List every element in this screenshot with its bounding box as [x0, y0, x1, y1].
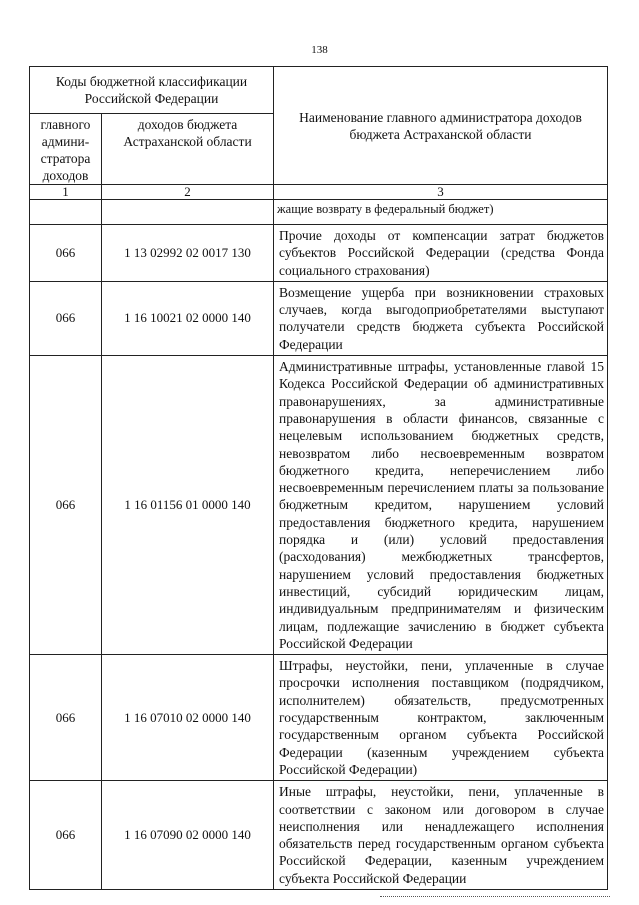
admin-code: 066: [30, 781, 102, 890]
revenue-code: 1 13 02992 02 0017 130: [102, 225, 274, 282]
revenue-name: Возмещение ущерба при возникновении страховых случаев, когда выгодоприобретателями выступают получатели средств бюджета субъекта Российской Федерации: [274, 281, 608, 355]
column-number: 3: [274, 185, 608, 200]
revenue-name: Прочие доходы от компенсации затрат бюджетов субъектов Российской Федерации (средства Фонда социального страхования): [274, 225, 608, 282]
revenue-code: 1 16 07090 02 0000 140: [102, 781, 274, 890]
continuation-text: жащие возврату в федеральный бюджет): [274, 200, 608, 225]
continuation-row: [30, 200, 608, 225]
budget-classification-table: [29, 66, 608, 890]
table-row: [30, 281, 608, 355]
revenue-code-header: доходов бюджета Астраханской области: [102, 114, 274, 185]
admin-code: 066: [30, 655, 102, 781]
table-row: [30, 225, 608, 282]
revenue-name: Штрафы, неустойки, пени, уплаченные в случае просрочки исполнения поставщиком (подрядчиком, исполнителем) обязательств, предусмотренных государственным контрактом, заключенным государственным органом субъекта Российской Федерации (казенным учреждением субъекта Российской Федерации): [274, 655, 608, 781]
page-number: 138: [311, 44, 328, 56]
codes-group-header: Коды бюджетной классификации Российской Федерации: [30, 67, 274, 114]
admin-code-header: главного админи-стратора доходов: [30, 114, 102, 185]
empty-cell: [30, 200, 102, 225]
revenue-name: Административные штрафы, установленные главой 15 Кодекса Российской Федерации об административных правонарушениях, за административные правонарушения в области финансов, связанные с нецелевым использованием бюджетных средств, невозвратом либо несвоевременным возвратом бюджетного кредита, неперечислением либо несвоевременным перечислением платы за пользование бюджетным кредитом, нарушением условий предоставления бюджетного кредита, нарушением порядка и (или) условий предоставления (расходования) межбюджетных трансфертов, нарушением условий предоставления бюджетных инвестиций, субсидий юридическим лицам, индивидуальным предпринимателям и физическим лицам, подлежащие зачислению в бюджет субъекта Российской Федерации: [274, 356, 608, 655]
revenue-name: Иные штрафы, неустойки, пени, уплаченные в соответствии с законом или договором в случае неисполнения или ненадлежащего исполнения обязательств перед государственным органом субъекта Российской Федерации, казенным учреждением субъекта Российской Федерации: [274, 781, 608, 890]
column-number: 1: [30, 185, 102, 200]
revenue-code: 1 16 07010 02 0000 140: [102, 655, 274, 781]
footer-divider: [380, 896, 610, 897]
revenue-code: 1 16 10021 02 0000 140: [102, 281, 274, 355]
admin-code: 066: [30, 225, 102, 282]
table-row: [30, 655, 608, 781]
table-row: [30, 781, 608, 890]
column-number: 2: [102, 185, 274, 200]
empty-cell: [102, 200, 274, 225]
admin-code: 066: [30, 356, 102, 655]
header-row-top: [30, 67, 608, 114]
column-number-row: [30, 185, 608, 200]
table-row: [30, 356, 608, 655]
admin-code: 066: [30, 281, 102, 355]
revenue-code: 1 16 01156 01 0000 140: [102, 356, 274, 655]
administrator-name-header: Наименование главного администратора доходов бюджета Астраханской области: [274, 67, 608, 185]
